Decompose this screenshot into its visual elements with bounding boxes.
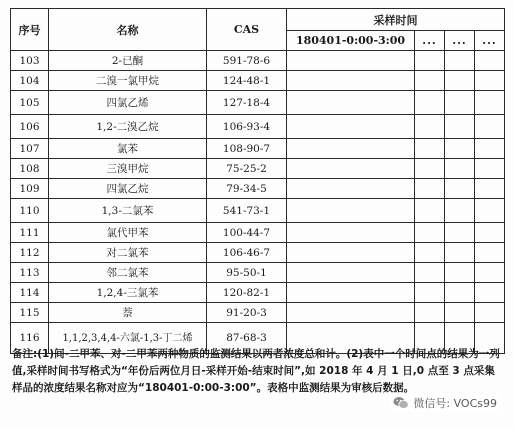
table-row: [11, 223, 505, 243]
cell-cas: 95-50-1: [207, 263, 287, 283]
cell-value: [475, 199, 505, 223]
cell-value: [475, 283, 505, 303]
wechat-icon: [393, 396, 409, 410]
cell-cas: 127-18-4: [207, 91, 287, 115]
cell-value: [445, 243, 475, 263]
cell-value: [445, 51, 475, 71]
cell-value: [415, 263, 445, 283]
cell-seq: 114: [11, 283, 49, 303]
cell-seq: 109: [11, 179, 49, 199]
cell-value: [415, 139, 445, 159]
table-row: [11, 115, 505, 139]
header-ellipsis: ...: [415, 31, 445, 51]
cell-value: [475, 303, 505, 323]
table-row: [11, 199, 505, 223]
header-sampling-time: 采样时间: [287, 9, 505, 31]
cell-seq: 106: [11, 115, 49, 139]
cell-value: [287, 115, 415, 139]
cell-value: [445, 159, 475, 179]
header-ellipsis: ...: [475, 31, 505, 51]
cell-value: [287, 263, 415, 283]
table-row: [11, 263, 505, 283]
cell-value: [287, 223, 415, 243]
cell-name: 1,3-二氯苯: [49, 199, 207, 223]
cell-name: 四氯乙烯: [49, 91, 207, 115]
header-time-example: 180401-0:00-3:00: [287, 31, 415, 51]
header-ellipsis: ...: [445, 31, 475, 51]
table-row: [11, 71, 505, 91]
cell-value: [287, 159, 415, 179]
cell-cas: 120-82-1: [207, 283, 287, 303]
table-body: [11, 51, 505, 354]
table-row: [11, 159, 505, 179]
cell-value: [445, 303, 475, 323]
cell-name: 邻二氯苯: [49, 263, 207, 283]
cell-value: [287, 91, 415, 115]
cell-value: [287, 243, 415, 263]
cell-value: [475, 179, 505, 199]
cell-value: [415, 159, 445, 179]
cell-value: [415, 115, 445, 139]
cell-cas: 75-25-2: [207, 159, 287, 179]
cell-name: 1,1,2,3,4,4-六氯-1,3-丁二烯: [49, 323, 207, 354]
cell-value: [415, 51, 445, 71]
cell-cas: 124-48-1: [207, 71, 287, 91]
cell-value: [475, 223, 505, 243]
cell-value: [445, 91, 475, 115]
cell-name: 三溴甲烷: [49, 159, 207, 179]
cell-value: [445, 115, 475, 139]
table-row: [11, 283, 505, 303]
header-row: [11, 9, 505, 31]
cell-seq: 108: [11, 159, 49, 179]
cell-value: [287, 51, 415, 71]
monitoring-table: [10, 8, 505, 354]
cell-name: 对二氯苯: [49, 243, 207, 263]
cell-name: 萘: [49, 303, 207, 323]
table-row: [11, 179, 505, 199]
cell-value: [475, 243, 505, 263]
cell-value: [415, 71, 445, 91]
cell-cas: 108-90-7: [207, 139, 287, 159]
cell-cas: 79-34-5: [207, 179, 287, 199]
cell-cas: 106-46-7: [207, 243, 287, 263]
cell-cas: 591-78-6: [207, 51, 287, 71]
cell-value: [475, 91, 505, 115]
cell-seq: 116: [11, 323, 49, 354]
cell-seq: 112: [11, 243, 49, 263]
table-row: [11, 303, 505, 323]
cell-value: [445, 139, 475, 159]
cell-cas: 91-20-3: [207, 303, 287, 323]
cell-name: 氯苯: [49, 139, 207, 159]
table-row: [11, 91, 505, 115]
cell-value: [475, 263, 505, 283]
footnote: 备注:(1)间-二甲苯、对-二甲苯两种物质的监测结果以两者浓度总和计。(2)表中一个时间点的结果为一列值,采样时间书写格式为“年份后两位月日-采样开始-结束时间”,如 2018 年 4 月 1 日,0 点至 3 点采集样品的浓度结果名称对应为“180401-0:00-3:00”。表格中监测结果为审核后数据。: [12, 348, 500, 394]
cell-cas: 106-93-4: [207, 115, 287, 139]
cell-seq: 105: [11, 91, 49, 115]
cell-value: [445, 263, 475, 283]
header-name: 名称: [49, 9, 207, 51]
cell-name: 1,2,4-三氯苯: [49, 283, 207, 303]
cell-value: [287, 139, 415, 159]
table-row: [11, 139, 505, 159]
cell-cas: 541-73-1: [207, 199, 287, 223]
table-row: [11, 243, 505, 263]
cell-name: 二溴一氯甲烷: [49, 71, 207, 91]
cell-value: [287, 71, 415, 91]
cell-seq: 113: [11, 263, 49, 283]
cell-value: [287, 179, 415, 199]
cell-seq: 104: [11, 71, 49, 91]
cell-value: [445, 223, 475, 243]
cell-value: [475, 71, 505, 91]
cell-name: 氯代甲苯: [49, 223, 207, 243]
cell-seq: 115: [11, 303, 49, 323]
cell-value: [445, 199, 475, 223]
cell-value: [445, 179, 475, 199]
cell-seq: 110: [11, 199, 49, 223]
cell-value: [445, 71, 475, 91]
cell-value: [475, 115, 505, 139]
watermark-text: 微信号: VOCs99: [413, 397, 497, 410]
cell-value: [287, 283, 415, 303]
cell-cas: 87-68-3: [207, 323, 287, 354]
cell-value: [475, 159, 505, 179]
cell-value: [287, 199, 415, 223]
cell-value: [415, 283, 445, 303]
cell-value: [475, 139, 505, 159]
cell-value: [445, 283, 475, 303]
cell-seq: 103: [11, 51, 49, 71]
cell-value: [415, 91, 445, 115]
cell-name: 四氯乙烷: [49, 179, 207, 199]
cell-seq: 107: [11, 139, 49, 159]
cell-name: 1,2-二溴乙烷: [49, 115, 207, 139]
cell-value: [287, 303, 415, 323]
header-seq: 序号: [11, 9, 49, 51]
cell-value: [415, 303, 445, 323]
cell-name: 2-已酮: [49, 51, 207, 71]
cell-value: [475, 51, 505, 71]
cell-cas: 100-44-7: [207, 223, 287, 243]
table-row: [11, 51, 505, 71]
cell-seq: 111: [11, 223, 49, 243]
cell-value: [415, 199, 445, 223]
cell-value: [415, 243, 445, 263]
cell-value: [415, 179, 445, 199]
header-cas: CAS: [207, 9, 287, 51]
watermark: [390, 394, 500, 412]
cell-value: [415, 223, 445, 243]
